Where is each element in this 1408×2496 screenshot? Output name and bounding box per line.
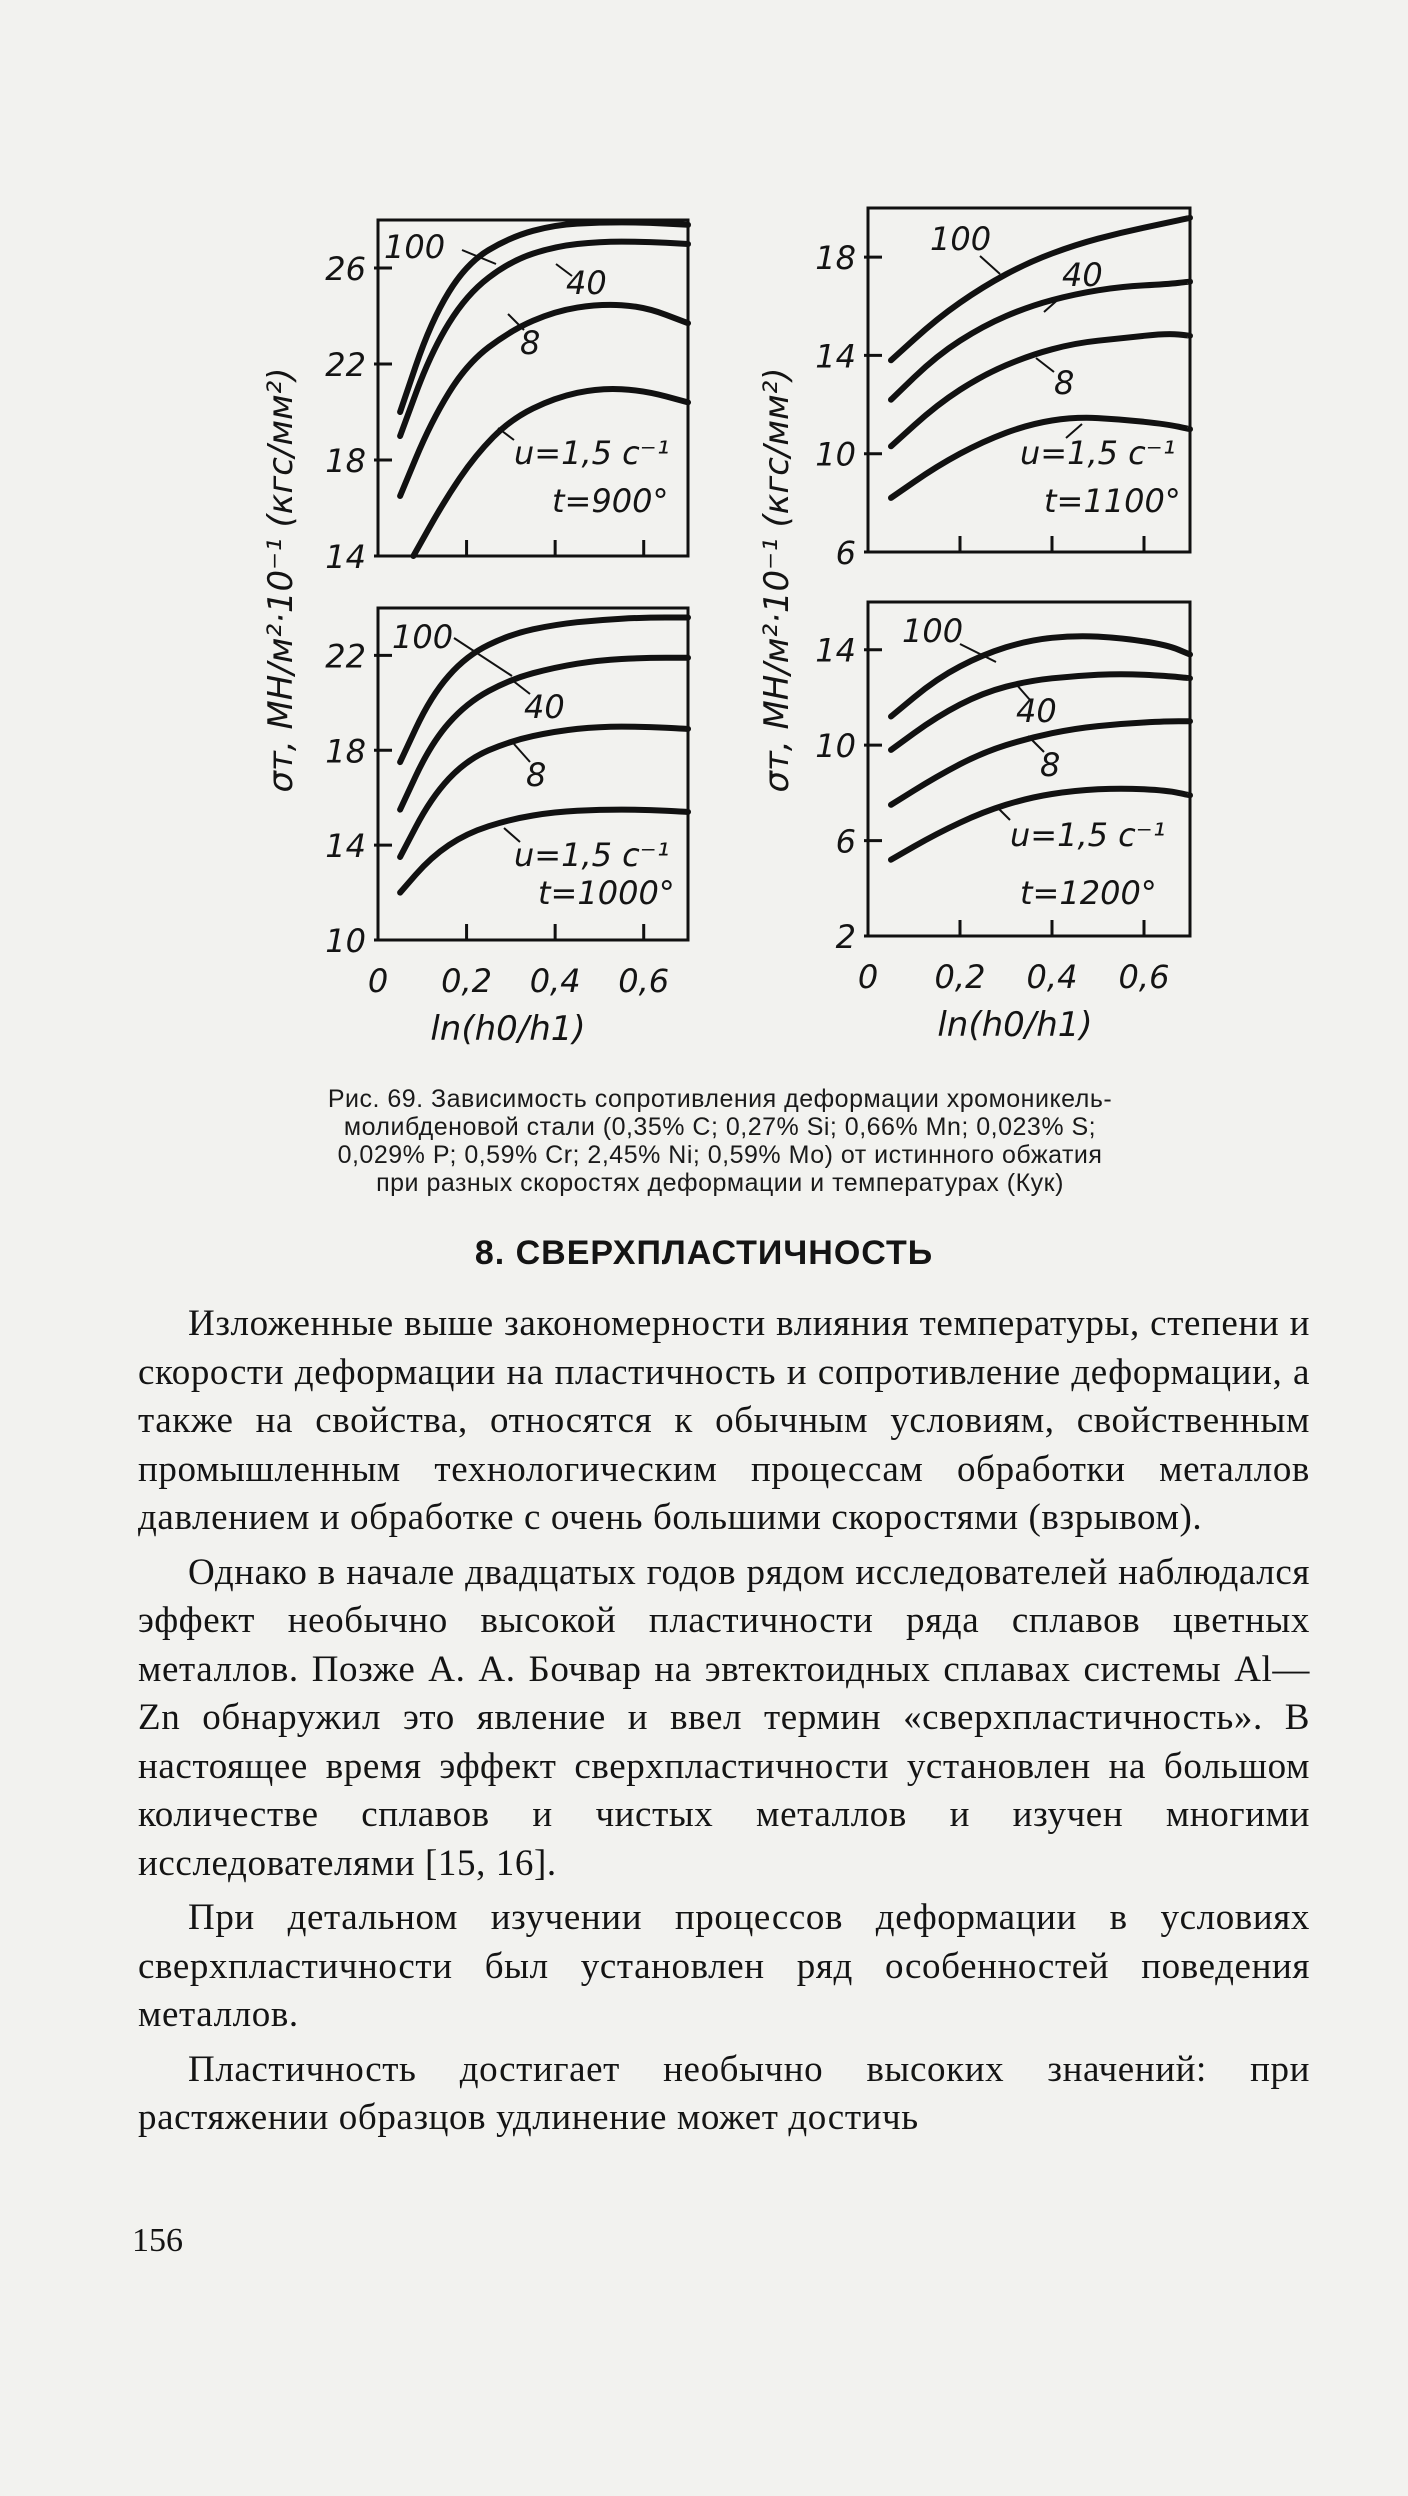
paragraph: Однако в начале двадцатых годов рядом исследователей наблюдался эффект необычно высокой пластичности ряда сплавов цветных металлов. Позже А. А. Бочвар на эвтектоидных сплавах системы Al—Zn обнаружил это явление и ввел термин «сверхпластичность». В настоящее время эффект сверхпластичности установлен на большом количестве сплавов и чистых металлов и изучен многими исследователями [15, 16]. [138, 1551, 1310, 1884]
curve-label-rate: u=1,5 с⁻¹ [514, 836, 670, 874]
x-tick-label: 0 [857, 958, 879, 996]
leader-line-8 [514, 744, 530, 762]
y-tick-label: 22 [325, 346, 366, 384]
caption-line: молибденовой стали (0,35% С; 0,27% Si; 0,66% Mn; 0,023% S; [343, 1113, 1097, 1141]
leader-line-100 [980, 256, 1000, 274]
caption-line: Рис. 69. Зависимость сопротивления деформации хромоникель- [327, 1085, 1113, 1113]
curve-label-100: 100 [384, 228, 446, 266]
x-tick-label: 0,2 [441, 962, 493, 1000]
curve-label-100: 100 [930, 220, 992, 258]
y-tick-label: 10 [325, 922, 366, 960]
temperature-label: t=1200° [1020, 874, 1157, 912]
series-curve-8 [891, 334, 1190, 446]
curve-label-40: 40 [524, 688, 565, 726]
temperature-label: t=1100° [1044, 482, 1181, 520]
x-tick-label: 0,6 [1118, 958, 1170, 996]
y-tick-label: 6 [835, 822, 856, 861]
paragraph: При детальном изучении процессов деформации в условиях сверхпластичности был установлен ряд особенностей поведения металлов. [138, 1897, 1310, 2035]
curve-label-40: 40 [1016, 692, 1057, 730]
y-tick-label: 14 [815, 337, 856, 376]
curve-label-40: 40 [566, 264, 607, 302]
x-tick-label: 0,4 [1026, 958, 1078, 996]
paragraph: Пластичность достигает необычно высоких значений: при растяжении образцов удлинение может достичь [138, 2048, 1310, 2138]
x-axis-label-left: ln(h0/h1) [430, 1009, 586, 1049]
x-tick-label: 0 [367, 962, 389, 1000]
y-tick-label: 18 [325, 442, 366, 480]
series-curve-40 [891, 282, 1190, 400]
caption-line: 0,029% Р; 0,59% Cr; 2,45% Ni; 0,59% Мо) от истинного обжатия [337, 1141, 1103, 1169]
caption-line: при разных скоростях деформации и температурах (Кук) [376, 1169, 1064, 1197]
x-tick-label: 0,4 [529, 962, 581, 1000]
y-axis-label-left: σт, МН/м²·10⁻¹ (кгс/мм²) [261, 367, 301, 793]
curve-label-100: 100 [902, 612, 964, 650]
x-tick-label: 0,6 [618, 962, 670, 1000]
x-axis-label-right: ln(h0/h1) [937, 1005, 1093, 1045]
page-number: 156 [132, 2222, 183, 2259]
y-tick-label: 26 [325, 250, 366, 288]
curve-label-8: 8 [520, 324, 541, 362]
figure-69 [0, 0, 1408, 1200]
leader-line-8 [1036, 358, 1054, 372]
leader-line-40 [512, 680, 530, 694]
leader-line-100 [454, 638, 512, 676]
curve-label-8: 8 [526, 756, 547, 794]
y-tick-label: 10 [815, 435, 856, 474]
temperature-label: t=900° [552, 482, 669, 520]
y-tick-label: 14 [325, 827, 366, 866]
y-tick-label: 18 [325, 732, 366, 771]
x-tick-label: 0,2 [934, 958, 986, 996]
curve-label-100: 100 [392, 618, 454, 656]
curve-label-8: 8 [1054, 364, 1075, 402]
series-curve-u15 [413, 389, 688, 556]
y-tick-label: 14 [815, 631, 856, 670]
curve-label-rate: u=1,5 с⁻¹ [1020, 434, 1176, 472]
curve-label-40: 40 [1062, 256, 1103, 294]
y-axis-label-right: σт, МН/м²·10⁻¹ (кгс/мм²) [757, 367, 797, 793]
body-text [138, 1300, 1310, 2149]
temperature-label: t=1000° [538, 874, 675, 912]
y-tick-label: 6 [835, 534, 856, 572]
y-tick-label: 14 [325, 538, 366, 576]
curve-label-rate: u=1,5 с⁻¹ [514, 434, 670, 472]
y-tick-label: 10 [815, 727, 856, 766]
y-tick-label: 22 [325, 637, 366, 676]
curve-label-8: 8 [1040, 746, 1061, 784]
paragraph: Изложенные выше закономерности влияния температуры, степени и скорости деформации на пластичность и сопротивление деформации, а также на свойства, относятся к обычным условиям, свойственным промышленным технологическим процессам обработки металлов давлением и обработке с очень большими скоростями (взрывом). [138, 1303, 1310, 1538]
y-tick-label: 18 [815, 239, 856, 278]
section-title: 8. СВЕРХПЛАСТИЧНОСТЬ [474, 1234, 934, 1272]
figure-caption [230, 1085, 1210, 1197]
curve-label-rate: u=1,5 с⁻¹ [1010, 816, 1166, 854]
y-tick-label: 2 [835, 918, 856, 956]
leader-line-rate [504, 828, 520, 842]
